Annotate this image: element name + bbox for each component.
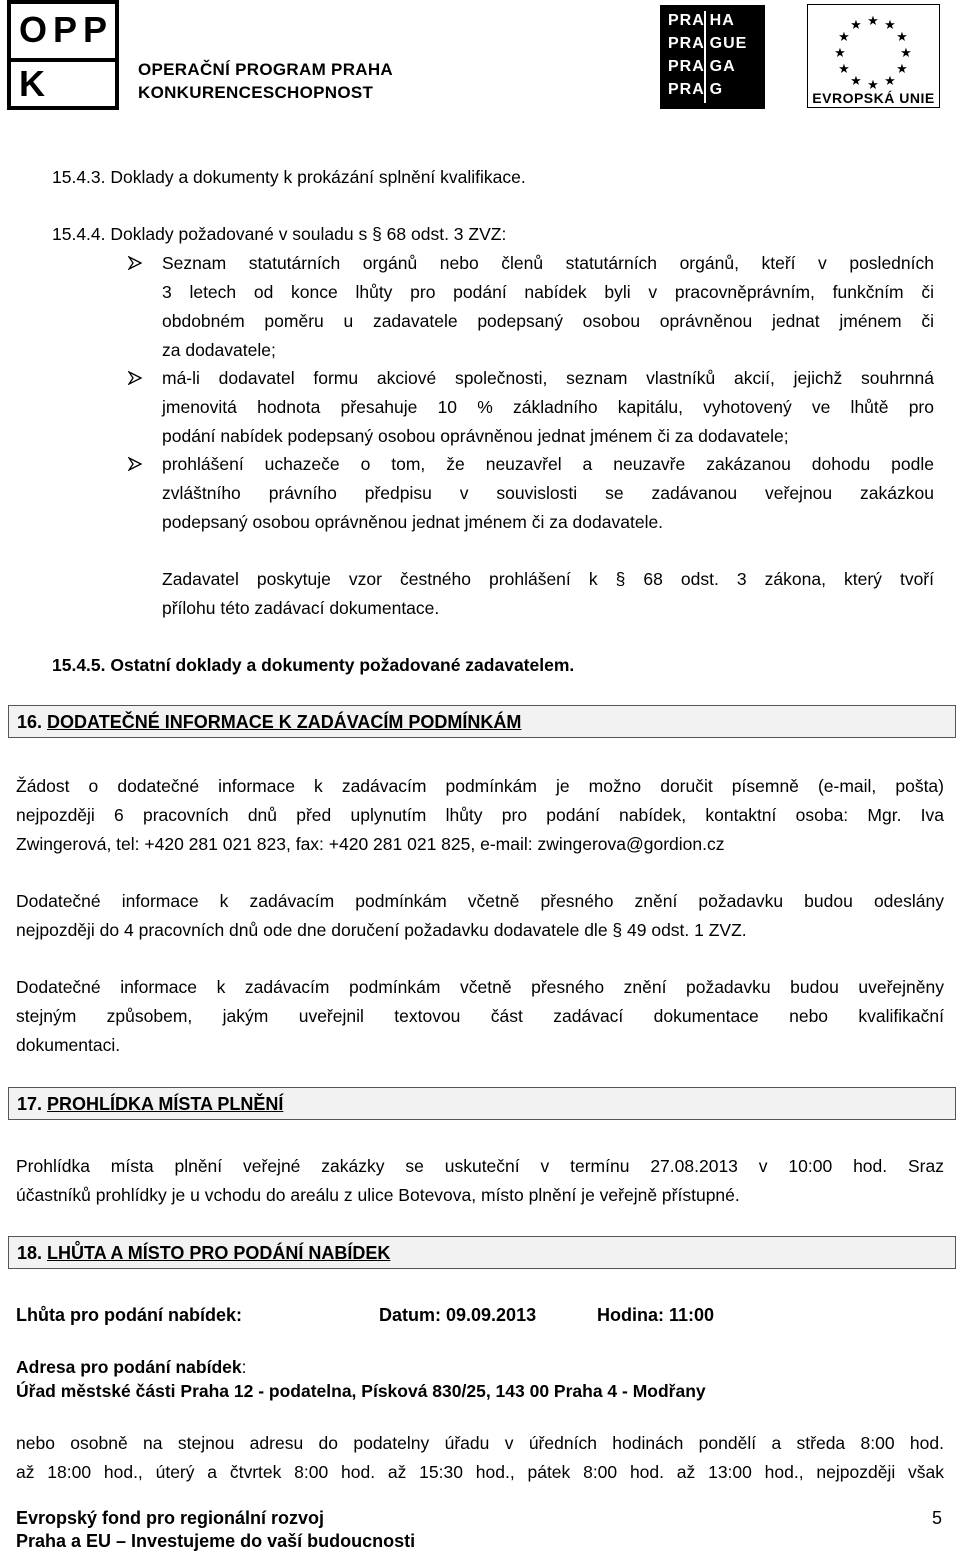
eu-label: EVROPSKÁ UNIE (812, 90, 935, 106)
praha-logo (660, 5, 765, 109)
address-value: Úřad městské části Praha 12 - podatelna, Písková 830/25, 143 00 Praha 4 - Modřany (16, 1381, 706, 1401)
svg-text:★: ★ (896, 61, 908, 76)
svg-text:★: ★ (884, 17, 896, 32)
program-name (138, 58, 393, 104)
heading-16-title: DODATEČNÉ INFORMACE K ZADÁVACÍM PODMÍNKÁM (47, 712, 522, 732)
bullet2-line1: má-li dodavatel formu akciové společnosti, seznam vlastníků akcií, jejichž souhrnná (162, 368, 934, 388)
svg-text:★: ★ (896, 29, 908, 44)
p16c-line3: dokumentaci. (16, 1035, 121, 1055)
bullet1-line2: 3 letech od konce lhůty pro podání nabídek byli v pracovněprávním, funkčním či (162, 282, 934, 302)
eu-stars-icon (808, 7, 939, 91)
arrow-bullet-icon (128, 371, 142, 385)
deadline-label: Lhůta pro podání nabídek: (16, 1305, 242, 1325)
svg-text:★: ★ (884, 73, 896, 88)
opp-logo-bottom: K (19, 63, 45, 104)
svg-text:★: ★ (850, 17, 862, 32)
opp-logo-box (7, 0, 119, 110)
eu-logo (807, 4, 940, 108)
heading-18-title: LHŮTA A MÍSTO PRO PODÁNÍ NABÍDEK (47, 1243, 391, 1263)
p16a-line3: Zwingerová, tel: +420 281 021 823, fax: +420 281 021 825, e-mail: zwingerova@gordion.cz (16, 834, 725, 854)
praha-row-3: PRA GA (668, 58, 736, 75)
p18-line1: nebo osobně na stejnou adresu do podatelny úřadu v úředních hodinách pondělí a středa 8:00 hod. (16, 1433, 944, 1453)
svg-text:★: ★ (850, 73, 862, 88)
heading-17-text (17, 1094, 283, 1115)
arrow-bullet-icon (128, 256, 142, 270)
heading-17 (8, 1087, 956, 1120)
p16b-line1: Dodatečné informace k zadávacím podmínkám včetně přesného znění požadavku budou odeslány (16, 891, 944, 911)
p16c-line1: Dodatečné informace k zadávacím podmínkám včetně přesného znění požadavku budou uveřejněny (16, 977, 944, 997)
heading-16-text (17, 712, 521, 733)
heading-18-number: 18. (17, 1243, 43, 1263)
heading-16-number: 16. (17, 712, 43, 732)
section-15-4-3: 15.4.3. Doklady a dokumenty k prokázání splnění kvalifikace. (52, 167, 526, 187)
arrow-bullet-icon (128, 457, 142, 471)
bullet1-line3: obdobném poměru u zadavatele podepsaný osobou oprávněnou jednat jménem či (162, 311, 934, 331)
section-15-4-4: 15.4.4. Doklady požadované v souladu s § 68 odst. 3 ZVZ: (52, 224, 507, 244)
heading-18-text (17, 1243, 390, 1264)
address-colon: : (241, 1357, 247, 1377)
footer-line1: Evropský fond pro regionální rozvoj (16, 1508, 325, 1528)
praha-row-1: PRA HA (668, 12, 735, 29)
note-line2: přílohu této zadávací dokumentace. (162, 598, 440, 618)
p17-line2: účastníků prohlídky je u vchodu do areálu z ulice Botevova, místo plnění je veřejně přístupné. (16, 1185, 740, 1205)
svg-text:★: ★ (900, 45, 912, 60)
program-name-line1: OPERAČNÍ PROGRAM PRAHA (138, 60, 394, 79)
deadline-date: Datum: 09.09.2013 (379, 1305, 537, 1325)
p16b-line2: nejpozději do 4 pracovních dnů ode dne doručení požadavku dodavatele dle § 49 odst. 1 ZVZ. (16, 920, 747, 940)
bullet1-line1: Seznam statutárních orgánů nebo členů statutárních orgánů, kteří v posledních (162, 253, 934, 273)
note-line1: Zadavatel poskytuje vzor čestného prohlášení k § 68 odst. 3 zákona, který tvoří (162, 569, 934, 589)
p17-line1: Prohlídka místa plnění veřejné zakázky se uskuteční v termínu 27.08.2013 v 10:00 hod. Sraz (16, 1156, 944, 1176)
section-15-4-5: 15.4.5. Ostatní doklady a dokumenty požadované zadavatelem. (52, 655, 575, 675)
bullet2-line2: jmenovitá hodnota přesahuje 10 % základního kapitálu, vyhotovený ve lhůtě pro (162, 397, 934, 417)
address-label: Adresa pro podání nabídek (16, 1357, 242, 1377)
svg-text:★: ★ (838, 29, 850, 44)
heading-17-title: PROHLÍDKA MÍSTA PLNĚNÍ (47, 1094, 284, 1114)
p16c-line2: stejným způsobem, jakým uveřejnil textovou část zadávací dokumentace nebo kvalifikační (16, 1006, 944, 1026)
bullet3-line2: zvláštního právního předpisu v souvislosti se zadávanou veřejnou zakázkou (162, 483, 934, 503)
bullet2-line3: podání nabídek podepsaný osobou oprávněnou jednat jménem či za dodavatele; (162, 426, 789, 446)
address-label-line (16, 1357, 246, 1377)
heading-18 (8, 1236, 956, 1269)
bullet3-line3: podepsaný osobou oprávněnou jednat jménem či za dodavatele. (162, 512, 664, 532)
svg-text:★: ★ (867, 13, 879, 28)
page-number: 5 (932, 1508, 943, 1528)
p16a-line1: Žádost o dodatečné informace k zadávacím podmínkám je možno doručit písemně (e-mail, pošta) (16, 776, 944, 796)
heading-17-number: 17. (17, 1094, 43, 1114)
svg-text:★: ★ (838, 61, 850, 76)
svg-text:★: ★ (867, 77, 879, 91)
bullet1-line4: za dodavatele; (162, 340, 276, 360)
opp-logo-top: OPP (19, 9, 114, 50)
opp-logo-divider (11, 58, 115, 62)
svg-text:★: ★ (834, 45, 846, 60)
praha-row-2: PRA GUE (668, 35, 748, 52)
deadline-time: Hodina: 11:00 (597, 1305, 715, 1325)
p16a-line2: nejpozději 6 pracovních dnů před uplynutím lhůty pro podání nabídek, kontaktní osoba: Mgr. Iva (16, 805, 944, 825)
heading-16 (8, 705, 956, 738)
p18-line2: až 18:00 hod., úterý a čtvrtek 8:00 hod. až 15:30 hod., pátek 8:00 hod. až 13:00 hod., nejpozději však (16, 1462, 944, 1482)
praha-row-4: PRA G (668, 81, 724, 98)
program-name-line2: KONKURENCESCHOPNOST (138, 83, 374, 102)
footer-line2: Praha a EU – Investujeme do vaší budoucnosti (16, 1531, 416, 1551)
bullet3-line1: prohlášení uchazeče o tom, že neuzavřel a neuzavře zakázanou dohodu podle (162, 454, 934, 474)
